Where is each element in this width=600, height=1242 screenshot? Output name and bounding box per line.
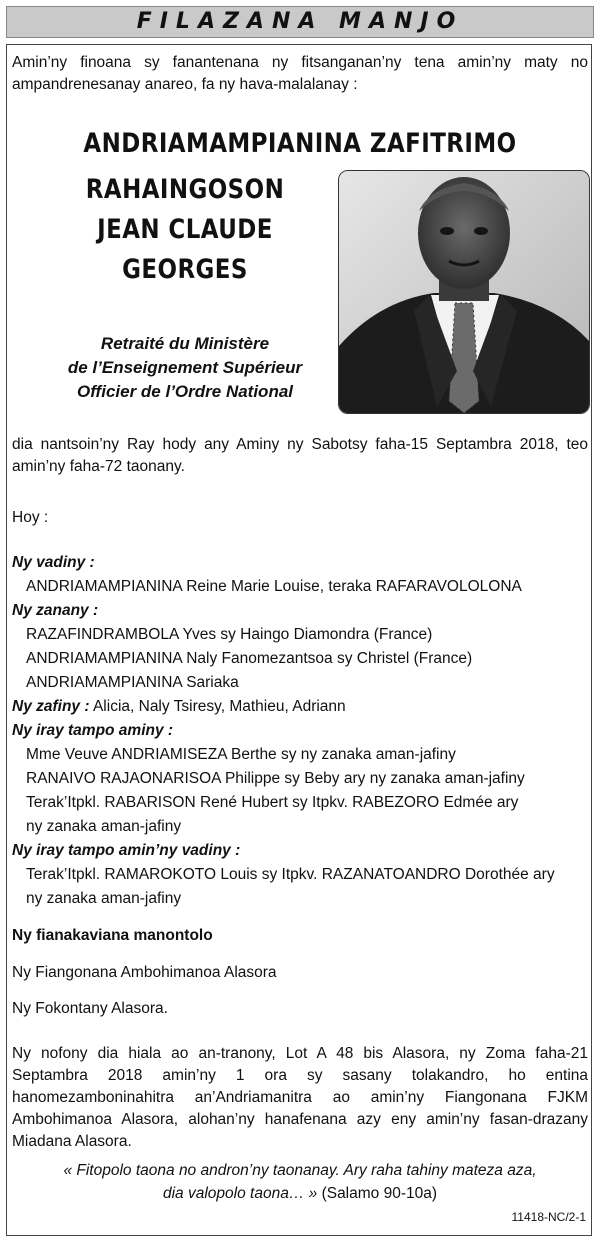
portrait-icon: [339, 171, 589, 413]
deceased-name-line2: RAHAINGOSON: [85, 174, 285, 205]
funeral-text: Ny nofony dia hiala ao an-tranony, Lot A 48 bis Alasora, ny Zoma faha-21 Septambra 2018 amin’ny 1 ora sy sasany tolakandro, ho entina hanomezamboninahitra an’Andriamanitra ao amin’ny Fiangonana FJKM Ambohimanoa Alasora, alohan’ny hanafenana azy eny amin’ny fasan-drazany Miadana Alasora.: [12, 1045, 588, 1150]
deceased-name-line3: JEAN CLAUDE: [97, 214, 273, 245]
iray-tampo-label: Ny iray tampo aminy :: [12, 722, 174, 739]
death-notice-text: dia nantsoin’ny Ray hody any Aminy ny Sabotsy faha-15 Septambra 2018, teo amin’ny faha-72 taonany.: [12, 436, 588, 475]
vadiny-label: Ny vadiny :: [12, 554, 95, 571]
deceased-name-line1: ANDRIAMAMPIANINA ZAFITRIMO: [83, 128, 517, 159]
quote-line1: « Fitopolo taona no andron’ny taonanay. Ary raha tahiny mateza aza,: [63, 1162, 537, 1179]
quote-line2: [12, 1183, 588, 1205]
zanany-entry-1: RAZAFINDRAMBOLA Yves sy Haingo Diamondra (France): [26, 626, 433, 643]
iray-tampo-entry-3a: Terak’Itpkl. RABARISON René Hubert sy Itpkv. RABEZORO Edmée ary: [26, 794, 519, 811]
portrait-photo: [338, 170, 590, 414]
iray-tampo-vadiny-label: Ny iray tampo amin’ny vadiny :: [12, 842, 241, 859]
iray-tampo-vadiny-entry-b: ny zanaka aman-jafiny: [26, 890, 182, 907]
zanany-label: Ny zanany :: [12, 602, 99, 619]
iray-tampo-vadiny-entry-a: Terak’Itpkl. RAMAROKOTO Louis sy Itpkv. RAZANATOANDRO Dorothée ary: [26, 866, 555, 883]
fiangonana-text: Ny Fiangonana Ambohimanoa Alasora: [12, 964, 277, 981]
zafiny-text: Alicia, Naly Tsiresy, Mathieu, Adriann: [92, 698, 346, 715]
deceased-title-line2: de l’Enseignement Supérieur: [67, 358, 303, 377]
zanany-entry-2: ANDRIAMAMPIANINA Naly Fanomezantsoa sy Christel (France): [26, 650, 473, 667]
page-header: FILAZANA MANJO: [6, 6, 594, 38]
deceased-title-line3: Officier de l’Ordre National: [76, 382, 294, 401]
vadiny-entry: ANDRIAMAMPIANINA Reine Marie Louise, teraka RAFARAVOLOLONA: [26, 578, 522, 595]
zafiny-line: [12, 696, 588, 718]
quote-reference: (Salamo 90-10a): [321, 1185, 438, 1202]
quote-line2-text: dia valopolo taona… »: [162, 1185, 318, 1202]
iray-tampo-entry-3b: ny zanaka aman-jafiny: [26, 818, 182, 835]
zanany-entry-3: ANDRIAMAMPIANINA Sariaka: [26, 674, 239, 691]
hoy-label: Hoy :: [12, 509, 49, 526]
iray-tampo-entry-1: Mme Veuve ANDRIAMISEZA Berthe sy ny zanaka aman-jafiny: [26, 746, 456, 763]
fokontany-text: Ny Fokontany Alasora.: [12, 1000, 168, 1017]
deceased-name-line4: GEORGES: [122, 254, 248, 285]
fianakaviana-text: Ny fianakaviana manontolo: [12, 927, 213, 944]
iray-tampo-entry-2: RANAIVO RAJAONARISOA Philippe sy Beby ary ny zanaka aman-jafiny: [26, 770, 525, 787]
intro-text: Amin’ny finoana sy fanantenana ny fitsanganan’ny tena amin’ny maty no ampandrenesanay anareo, fa ny hava-malalanay :: [12, 54, 588, 93]
reference-code: 11418-NC/2-1: [511, 1210, 586, 1224]
zafiny-label: Ny zafiny :: [12, 698, 90, 715]
deceased-title-line1: Retraité du Ministère: [100, 334, 270, 353]
